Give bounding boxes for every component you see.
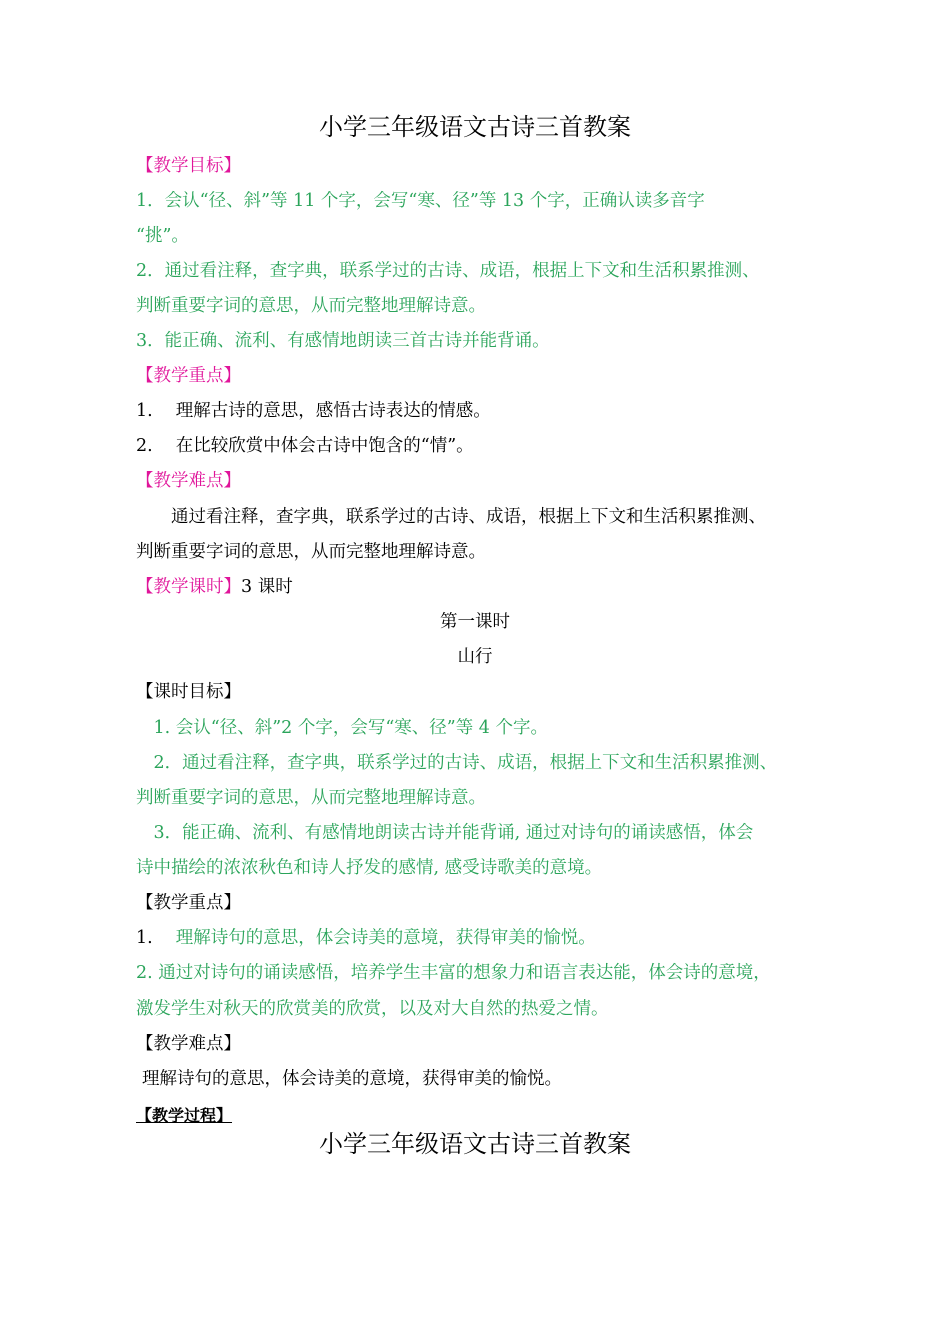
lesson-difficulty-1: 理解诗句的意思，体会诗美的意境，获得审美的愉悦。 <box>142 1069 562 1089</box>
lesson-goal-1: 1. 会认“径、斜”2 个字，会写“寒、径”等 4 个字。 <box>136 718 549 738</box>
lesson-difficulty-heading: 【教学难点】 <box>136 1034 241 1054</box>
lesson-goal-2-line2: 判断重要字词的意思，从而完整地理解诗意。 <box>136 788 486 808</box>
difficulty-heading: 【教学难点】 <box>136 471 241 491</box>
lesson-key-1-text: 理解诗句的意思，体会诗美的意境，获得审美的愉悦。 <box>175 928 596 948</box>
repeated-title: 小学三年级语文古诗三首教案 <box>319 1130 631 1158</box>
lesson-goals-heading: 【课时目标】 <box>136 682 241 702</box>
lesson-title: 第一课时 <box>440 612 510 632</box>
period-heading: 【教学课时】 <box>136 577 241 597</box>
page-title: 小学三年级语文古诗三首教案 <box>319 113 631 141</box>
lesson-key-2-line1: 2. 通过对诗句的诵读感悟，培养学生丰富的想象力和语言表达能，体会诗的意境， <box>136 963 771 983</box>
key-2: 2. 在比较欣赏中体会古诗中饱含的“情”。 <box>136 436 474 456</box>
lesson-goal-2-line1: 2．通过看注释，查字典，联系学过的古诗、成语，根据上下文和生活积累推测、 <box>136 753 778 773</box>
goal-1-line1: 1．会认“径、斜”等 11 个字，会写“寒、径”等 13 个字，正确认读多音字 <box>136 191 705 211</box>
goal-3: 3．能正确、流利、有感情地朗读三首古诗并能背诵。 <box>136 331 550 351</box>
process-heading: 【教学过程】 <box>136 1106 233 1125</box>
lesson-key-2-line2: 激发学生对秋天的欣赏美的欣赏，以及对大自然的热爱之情。 <box>136 999 609 1019</box>
goal-1-line2: “挑”。 <box>136 226 189 246</box>
key-heading: 【教学重点】 <box>136 366 241 386</box>
lesson-key-1 <box>136 926 596 950</box>
lesson-key-1-number: 1. <box>136 928 176 948</box>
lesson-key-heading: 【教学重点】 <box>136 893 241 913</box>
poem-title: 山行 <box>457 647 493 667</box>
lesson-goal-3-line2: 诗中描绘的浓浓秋色和诗人抒发的感情, 感受诗歌美的意境。 <box>136 858 603 878</box>
goals-heading: 【教学目标】 <box>136 156 241 176</box>
lesson-goal-3-line1: 3．能正确、流利、有感情地朗读古诗并能背诵, 通过对诗句的诵读感悟，体会 <box>136 823 754 843</box>
period-line <box>136 575 293 599</box>
difficulty-line1: 通过看注释，查字典，联系学过的古诗、成语，根据上下文和生活积累推测、 <box>136 507 766 527</box>
period-value: 3 课时 <box>241 577 293 597</box>
goal-2-line2: 判断重要字词的意思，从而完整地理解诗意。 <box>136 296 486 316</box>
difficulty-line2: 判断重要字词的意思，从而完整地理解诗意。 <box>136 542 486 562</box>
goal-2-line1: 2．通过看注释，查字典，联系学过的古诗、成语，根据上下文和生活积累推测、 <box>136 261 760 281</box>
key-1: 1. 理解古诗的意思，感悟古诗表达的情感。 <box>136 401 491 421</box>
